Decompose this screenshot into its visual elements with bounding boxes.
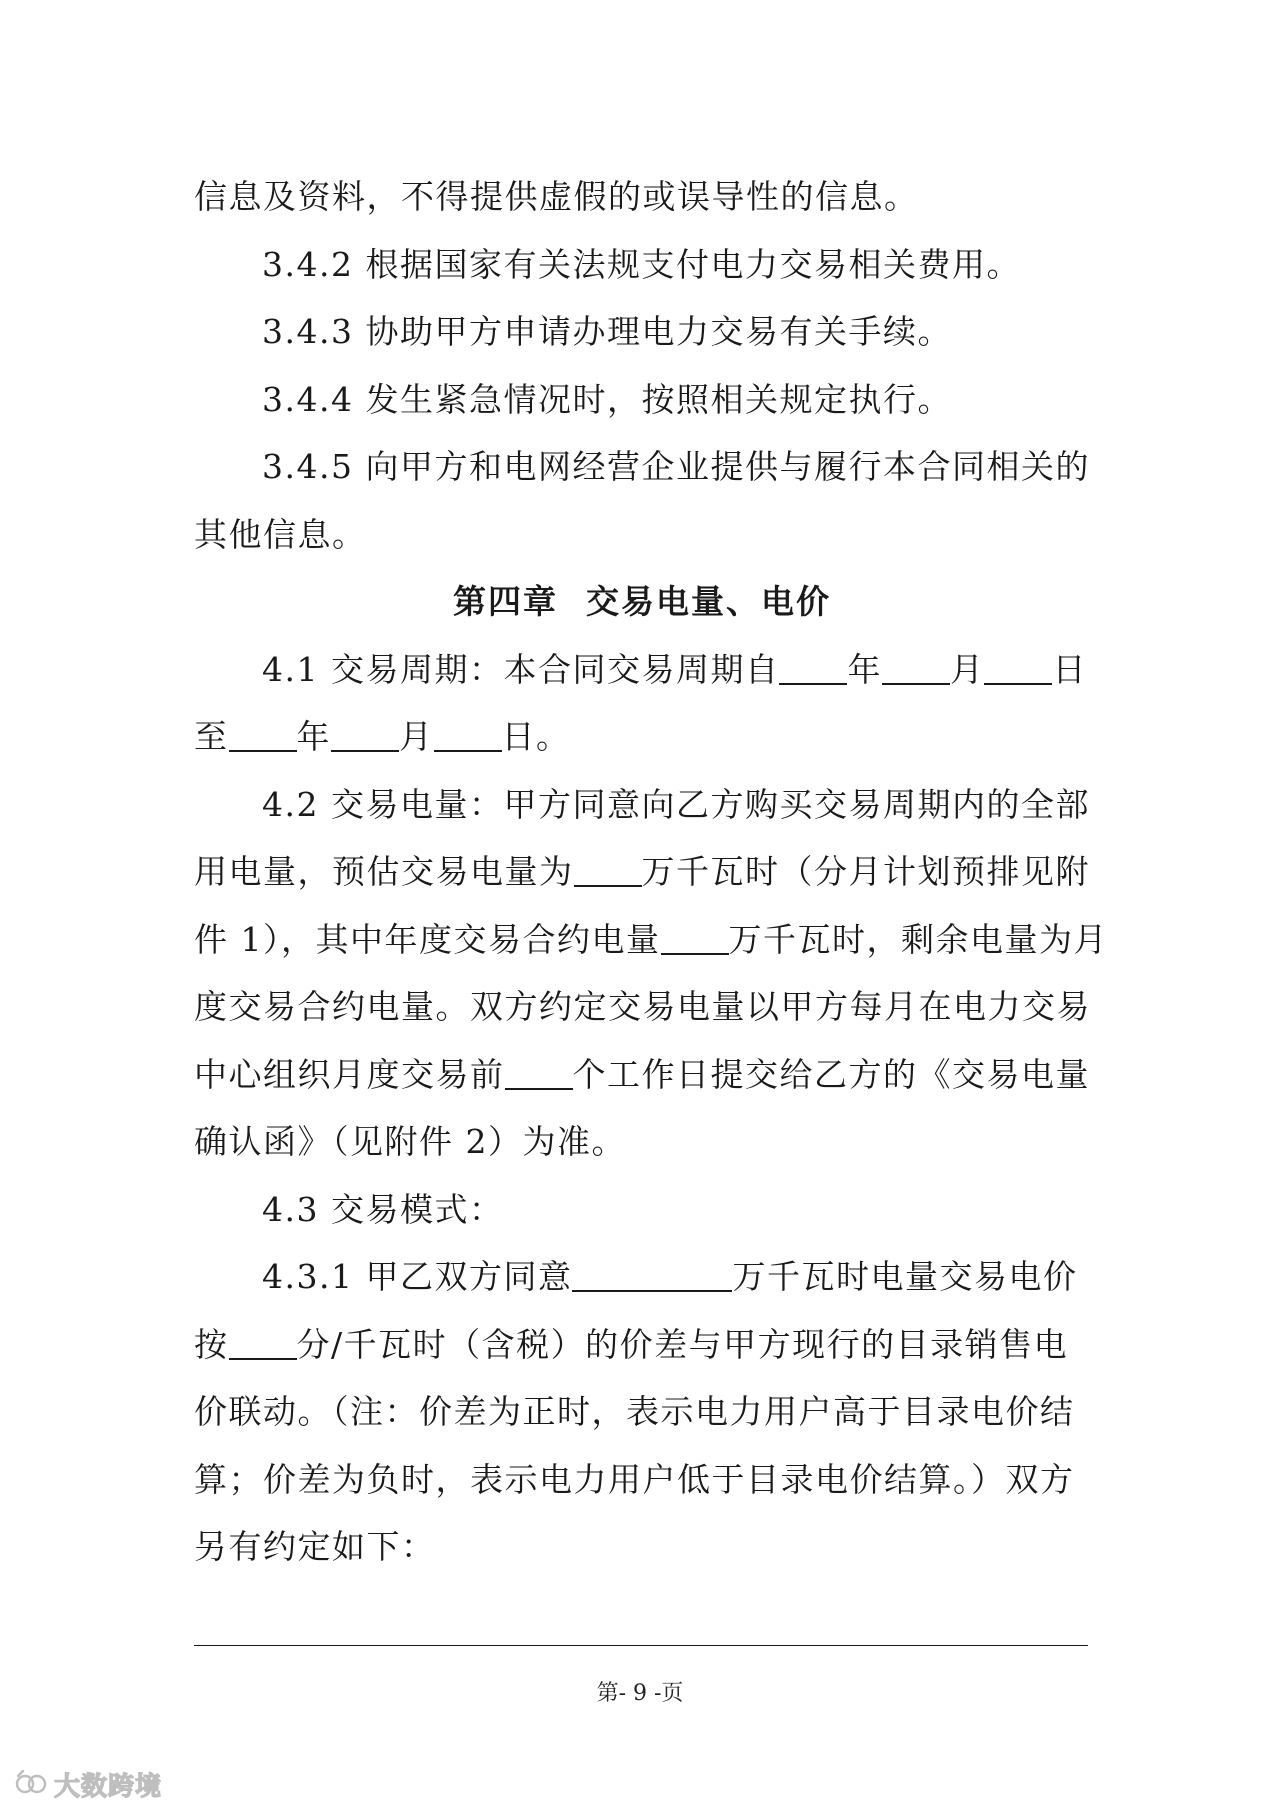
- clause-4-1-line2: 至 年 月 日。: [194, 717, 571, 756]
- paragraph-line: 信息及资料，不得提供虚假的或误导性的信息。: [194, 177, 919, 216]
- chapter-title: 交易电量、电价: [586, 582, 831, 621]
- blank-field: [882, 653, 950, 685]
- clause-4-3-1-line4: 算；价差为负时，表示电力用户低于目录电价结算。）双方: [194, 1459, 1075, 1499]
- blank-field: [505, 1058, 573, 1090]
- blank-field: [661, 923, 729, 955]
- clause-4-2-line2: 用电量，预估交易电量为 万千瓦时（分月计划预排见附: [194, 852, 1090, 891]
- clause-4-3-1-line5: 另有约定如下：: [194, 1527, 436, 1566]
- blank-field: [779, 653, 847, 685]
- clause-4-2-line5: 中心组织月度交易前 个工作日提交给乙方的《交易电量: [194, 1054, 1090, 1094]
- clause-4-3-1-line2: 按 分/千瓦时（含税）的价差与甲方现行的目录销售电: [194, 1324, 1069, 1364]
- blank-field: [572, 1260, 732, 1292]
- blank-field: [229, 720, 297, 752]
- clause-4-3-1-line3: 价联动。（注：价差为正时，表示电力用户高于目录电价结: [194, 1392, 1075, 1431]
- page-number: 第- 9 -页: [596, 1681, 684, 1706]
- blank-field: [331, 720, 399, 752]
- blank-field: [434, 720, 502, 752]
- watermark: [14, 1766, 162, 1802]
- chapter-heading: [194, 568, 1090, 636]
- clause-3-4-3: 3.4.3 协助甲方申请办理电力交易有关手续。: [262, 312, 952, 351]
- clause-4-2-line3: 件 1），其中年度交易合约电量 万千瓦时，剩余电量为月: [194, 919, 1108, 959]
- clause-3-4-5-line1: 3.4.5 向甲方和电网经营企业提供与履行本合同相关的: [262, 447, 1090, 486]
- blank-field: [229, 1328, 297, 1360]
- chapter-number: 第四章: [453, 582, 558, 621]
- clause-3-4-2: 3.4.2 根据国家有关法规支付电力交易相关费用。: [262, 244, 1021, 284]
- clause-3-4-5-line2: 其他信息。: [194, 514, 367, 554]
- watermark-text: 大数跨境: [54, 1771, 163, 1802]
- blank-field: [984, 653, 1052, 685]
- clause-4-3: 4.3 交易模式：: [262, 1189, 504, 1229]
- clause-4-2-line1: 4.2 交易电量：甲方同意向乙方购买交易周期内的全部: [262, 784, 1090, 824]
- contract-body: [194, 163, 1108, 1581]
- clause-4-2-line6: 确认函》（见附件 2）为准。: [194, 1122, 626, 1161]
- blank-field: [574, 855, 642, 887]
- clause-4-1-line1: 4.1 交易周期：本合同交易周期自 年 月 日: [262, 649, 1087, 689]
- clause-3-4-4: 3.4.4 发生紧急情况时，按照相关规定执行。: [262, 379, 952, 419]
- clause-4-2-line4: 度交易合约电量。双方约定交易电量以甲方每月在电力交易: [194, 987, 1091, 1026]
- brand-logo-icon: [14, 1767, 48, 1801]
- footer-divider: [194, 1645, 1088, 1646]
- clause-4-3-1-line1: 4.3.1 甲乙双方同意 万千瓦时电量交易电价: [262, 1257, 1078, 1296]
